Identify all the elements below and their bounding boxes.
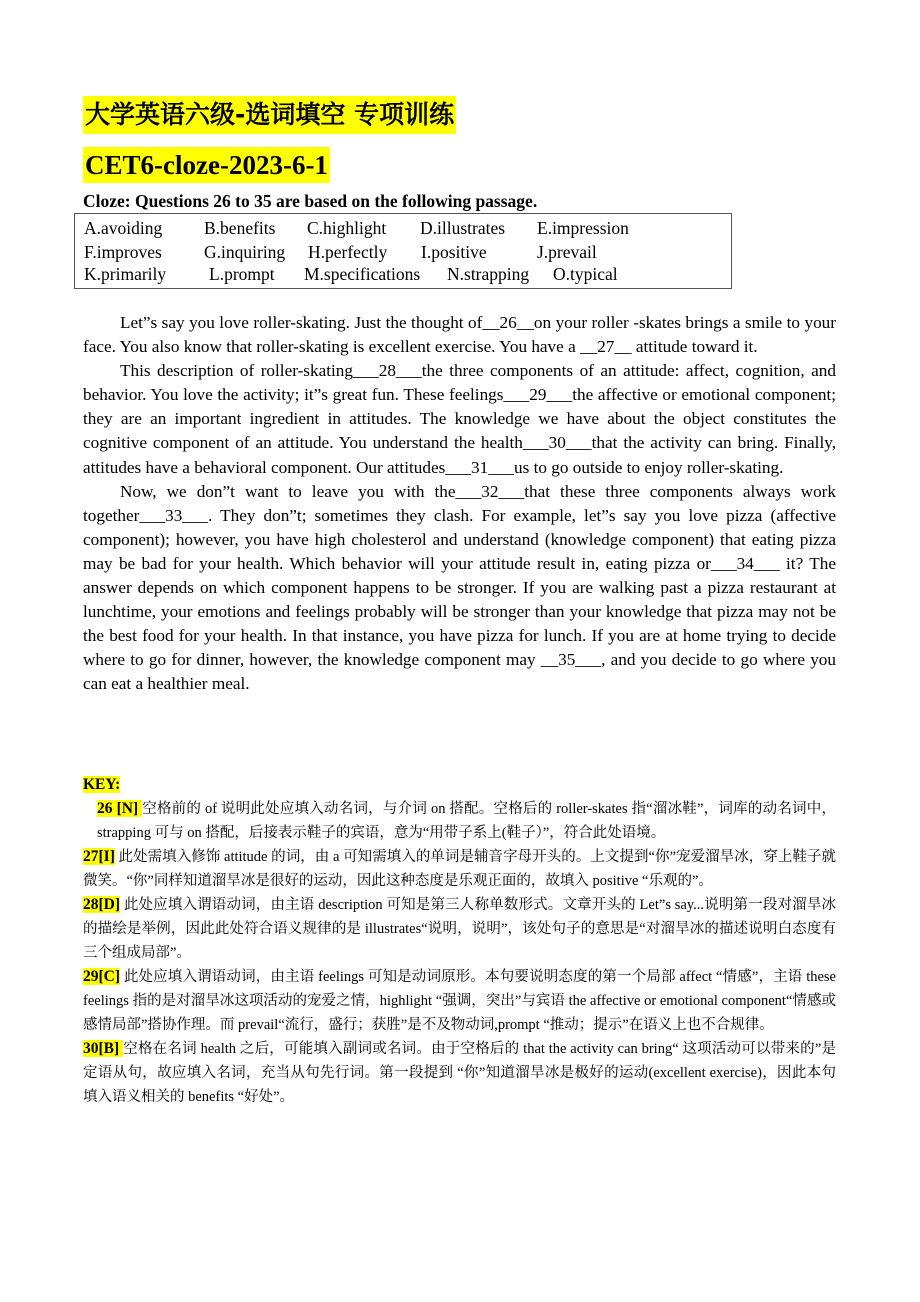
passage-paragraph: This description of roller-skating___28___the three components of an attitude: affect, cognition, and behavior. You love the activity; it”s great fun. These feelings___29___the affective or emotional component; they are an important ingredient in attitudes. The knowledge we have about the object constitutes the cognitive component of an attitude. You understand the health___30___that the activity can bring. Finally, attitudes have a behavioral component. Our attitudes___31___us to go outside to enjoy roller-skating. <box>83 361 836 477</box>
key-heading: KEY: <box>83 776 121 793</box>
passage <box>83 311 836 697</box>
key-item-text: 此处需填入修饰 attitude 的词，由 a 可知需填入的单词是辅音字母开头的。上文提到“你”宠爱溜旱冰，穿上鞋子就微笑。“你”同样知道溜旱冰是很好的运动，因此这种态度是乐观正面的，故填入 positive “乐观的”。 <box>83 849 836 889</box>
key-item-text: 空格前的 of 说明此处应填入动名词，与介词 on 搭配。空格后的 roller-skates 指“溜冰鞋”，词库的动名词中，strapping 可与 on 搭配，后接表示鞋子的宾语，意为“用带子系上(鞋子）”，符合此处语境。 <box>97 801 836 841</box>
passage-paragraph: Let”s say you love roller-skating. Just the thought of__26__on your roller -skates brings a smile to your face. You also know that roller-skating is excellent exercise. You have a __27__ attitude toward it. <box>83 313 836 357</box>
key-item-label: 30[B] <box>83 1040 124 1057</box>
key-item-label: 26 [N] <box>97 800 143 817</box>
key-item-text: 此处应填入谓语动词，由主语 description 可知是第三人称单数形式。文章开头的 Let”s say...说明第一段对溜旱冰的描绘是举例，因此此处符合语义规律的是 illustrates“说明，说明”，该处句子的意思是“对溜旱冰的描述说明白态度有三个组成局部”。 <box>83 897 836 961</box>
word-option: B.benefits <box>204 218 276 238</box>
word-option: O.typical <box>553 264 618 284</box>
key-item <box>83 1037 836 1109</box>
word-option: J.prevail <box>537 242 597 262</box>
answer-key <box>83 773 836 1109</box>
word-option: N.strapping <box>447 264 530 284</box>
word-option: H.perfectly <box>308 242 388 262</box>
key-item-label: 29[C] <box>83 968 121 985</box>
page-subtitle: CET6-cloze-2023-6-1 <box>83 147 330 183</box>
word-option: K.primarily <box>84 264 167 284</box>
word-option: D.illustrates <box>420 218 506 238</box>
word-bank <box>74 213 732 289</box>
key-item-label: 28[D] <box>83 896 121 913</box>
key-item <box>83 845 836 893</box>
page-title: 大学英语六级-选词填空 专项训练 <box>83 96 456 134</box>
passage-paragraph: Now, we don”t want to leave you with the___32___that these three components always work together___33___. They don”t; sometimes they clash. For example, let”s say you love pizza (affective component); however, you have high cholesterol and understand (knowledge component) that eating pizza may be bad for your health. Which behavior will your attitude result in, eating pizza or___34___ it? The answer depends on which component happens to be stronger. If you are walking past a pizza restaurant at lunchtime, your emotions and feelings probably will be stronger than your knowledge that pizza may not be the best food for your health. In that instance, you have pizza for lunch. If you are at home trying to decide where to go for dinner, however, the knowledge component may __35___, and you decide to go where you can eat a healthier meal. <box>83 481 836 694</box>
word-option: F.improves <box>84 242 162 262</box>
word-option: A.avoiding <box>84 218 163 238</box>
key-item <box>83 965 836 1037</box>
key-item-text: 此处应填入谓语动词，由主语 feelings 可知是动词原形。本句要说明态度的第一个局部 affect “情感”，主语 these feelings 指的是对溜旱冰这项活动的宠爱之情，highlight “强调，突出”与宾语 the affective or emotional component“情感或感情局部”搭协作理。而 prevail“流行，盛行；获胜”是不及物动词,prompt “推动；提示”在语义上也不合规律。 <box>83 969 836 1033</box>
word-option: I.positive <box>421 242 487 262</box>
key-item-text: 空格在名词 health 之后，可能填入副词或名词。由于空格后的 that the activity can bring“ 这项活动可以带来的”是定语从句，故应填入名词，充当从句先行词。第一段提到 “你”知道溜旱冰是极好的运动(excellent exercise)，因此本句填入语义相关的 benefits “好处”。 <box>83 1041 836 1105</box>
cloze-intro: Cloze: Questions 26 to 35 are based on the following passage. <box>83 191 538 211</box>
word-option: C.highlight <box>307 218 387 238</box>
key-item-label: 27[I] <box>83 848 115 865</box>
word-option: G.inquiring <box>204 242 286 262</box>
key-item <box>83 797 836 845</box>
word-option: E.impression <box>537 218 629 238</box>
word-option: L.prompt <box>209 264 275 284</box>
word-option: M.specifications <box>304 264 421 284</box>
key-item <box>83 893 836 965</box>
